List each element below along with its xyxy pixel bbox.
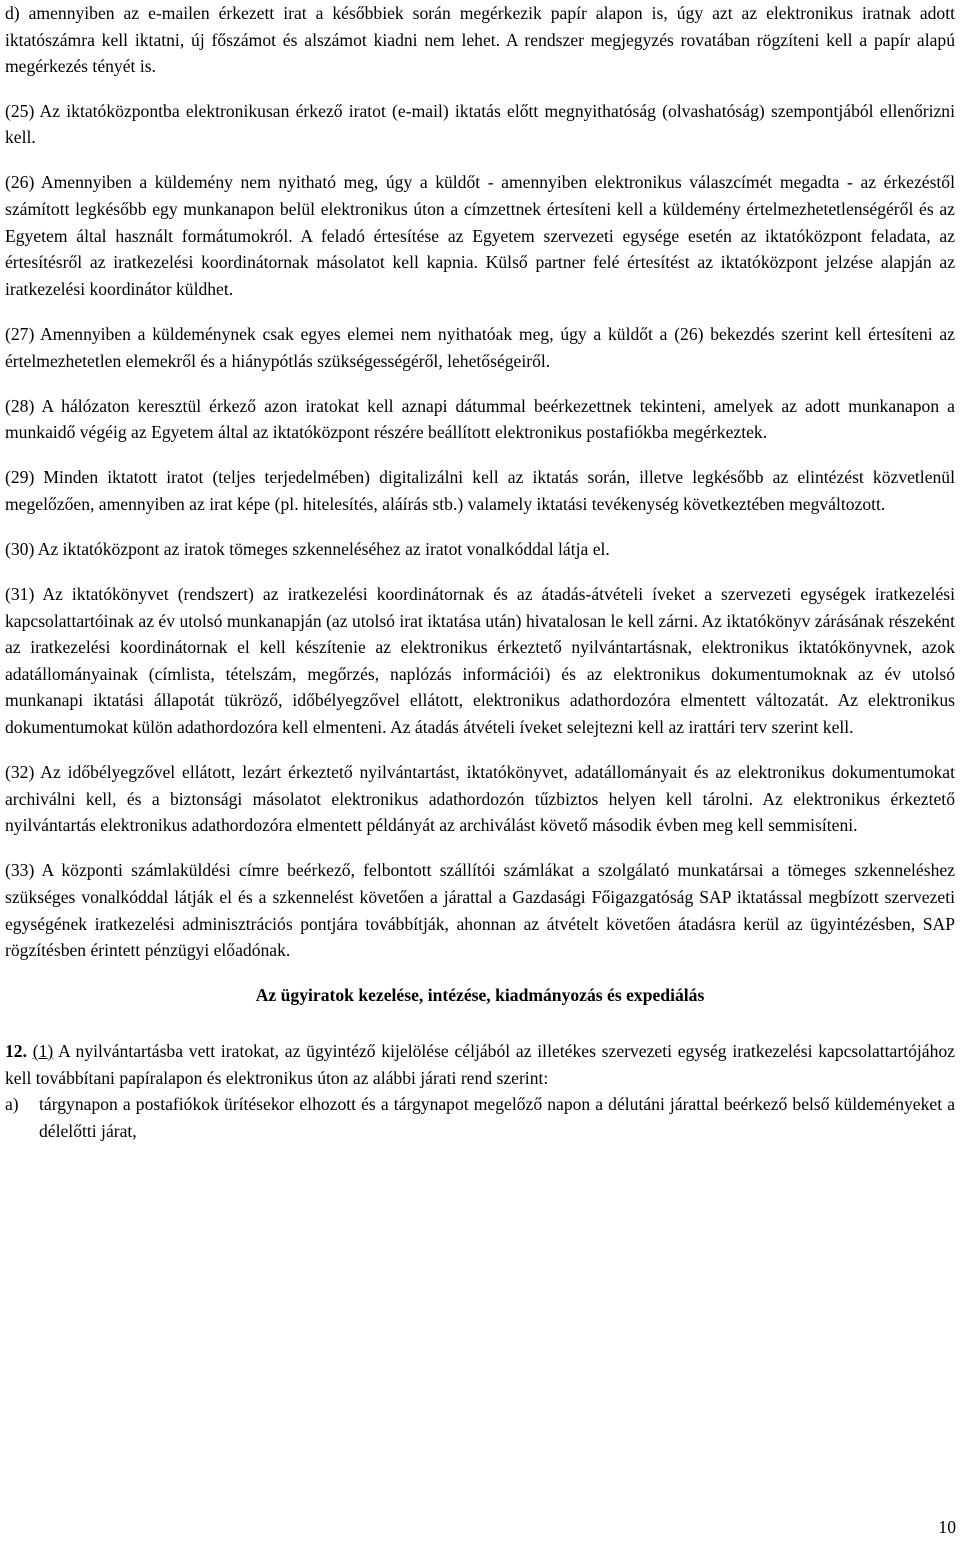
list-item-text: tárgynapon a postafiókok ürítésekor elhozott és a tárgynapot megelőző napon a délutáni járattal beérkező belső küldeményeket a délelőtti járat, <box>39 1094 955 1141</box>
page-number: 10 <box>938 1517 956 1537</box>
section-text: A nyilvántartásba vett iratokat, az ügyintéző kijelölése céljából az illetékes szervezeti egység iratkezelési kapcsolattartójához kell továbbítani papíralapon és elektronikus úton az alábbi járati rend szerint: <box>5 1040 955 1088</box>
routing-list <box>5 1091 955 1144</box>
section-number: 12. <box>5 1040 27 1061</box>
paragraph-25: (25) Az iktatóközpontba elektronikusan érkező iratot (e-mail) iktatás előtt megnyithatóság (olvashatóság) szempontjából ellenőrizni kell. <box>5 100 955 148</box>
paragraph-27: (27) Amennyiben a küldeménynek csak egyes elemei nem nyithatóak meg, úgy a küldőt a (26) bekezdés szerint kell értesíteni az értelmezhetetlen elemekről és a hiánypótlás szükségességéről, lehetőségeiről. <box>5 323 955 371</box>
paragraph-31: (31) Az iktatókönyvet (rendszert) az iratkezelési koordinátornak és az átadás-átvételi íveket a szervezeti egységek iratkezelési kapcsolattartóinak az év utolsó munkanapján (az utolsó irat iktatása után) hivatalosan le kell zárni. Az iktatókönyv zárásának részeként az iratkezelési koordinátornak el kell készítenie az elektronikus érkeztető nyilvántartásnak, elektronikus iktatókönyvnek, azok adatállományainak (címlista, tételszám, megőrzés, naplózás információi) és az elektronikus dokumentumoknak az év utolsó munkanapi iktatási állapotát tükröző, időbélyegzővel ellátott, elektronikus adathordozóra elmentett változatát. Az elektronikus dokumentumokat külön adathordozóra kell elmenteni. Az átadás átvételi íveket selejtezni kell az irattári terv szerint kell. <box>5 584 955 738</box>
subsection-number: (1) <box>32 1040 54 1061</box>
section-heading: Az ügyiratok kezelése, intézése, kiadmányozás és expediálás <box>255 985 705 1006</box>
document-page <box>5 0 955 1144</box>
paragraph-26: (26) Amennyiben a küldemény nem nyitható meg, úgy a küldőt - amennyiben elektronikus válaszcímét megadta - az érkezéstől számított legkésőbb egy munkanapon belül elektronikus úton a címzettnek értesíteni kell a küldemény értelmezhetetlenségéről és az Egyetem által használt formátumokról. A feladó értesítése az Egyetem szervezeti egysége esetén az iktatóközpont feladata, az értesítésről az iratkezelési koordinátornak másolatot kell kapnia. Külső partner felé értesítést az iktatóközpont jelzése alapján az iratkezelési koordinátor küldhet. <box>5 172 955 299</box>
paragraph-30: (30) Az iktatóközpont az iratok tömeges szkenneléséhez az iratot vonalkóddal látja el. <box>5 539 610 559</box>
continuation-paragraph: d) amennyiben az e-mailen érkezett irat a későbbiek során megérkezik papír alapon is, úgy azt az elektronikus iratnak adott iktatószámra kell iktatni, új főszámot és alszámot kiadni nem lehet. A rendszer megjegyzés rovatában rögzíteni kell a papír alapú megérkezés tényét is. <box>5 3 955 77</box>
paragraph-33: (33) A központi számlaküldési címre beérkező, felbontott szállítói számlákat a szolgálató munkatársai a tömeges szkenneléshez szükséges vonalkóddal látják el és a szkennelést követően a járattal a Gazdasági Főigazgatóság SAP iktatással megbízott szervezeti egységének iratkezelési adminisztrációs pontjára továbbítják, ahonnan az átvételt követően átadásra kerül az ügyintézésben, SAP rögzítésben érintett pénzügyi előadónak. <box>5 860 955 961</box>
section-12-paragraph <box>5 1038 955 1091</box>
list-item <box>5 1091 955 1144</box>
paragraph-32: (32) Az időbélyegzővel ellátott, lezárt érkeztető nyilvántartást, iktatókönyvet, adatállományait és az elektronikus dokumentumokat archiválni kell, és a biztonsági másolatot elektronikus adathordozón tűzbiztos helyen kell tárolni. Az elektronikus érkeztető nyilvántartás elektronikus adathordozóra elmentett példányát az archiválást követő második évben meg kell semmisíteni. <box>5 762 955 836</box>
paragraph-29: (29) Minden iktatott iratot (teljes terjedelmében) digitalizálni kell az iktatás során, illetve legkésőbb az elintézést közvetlenül megelőzően, amennyiben az irat képe (pl. hitelesítés, aláírás stb.) valamely iktatási tevékenység következtében megváltozott. <box>5 467 955 514</box>
paragraph-28: (28) A hálózaton keresztül érkező azon iratokat kell aznapi dátummal beérkezettnek tekinteni, amelyek az adott munkanapon a munkaidő végéig az Egyetem által az iktatóközpont részére beállított elektronikus postafiókba megérkeztek. <box>5 395 955 443</box>
list-item-marker: a) <box>5 1094 19 1115</box>
